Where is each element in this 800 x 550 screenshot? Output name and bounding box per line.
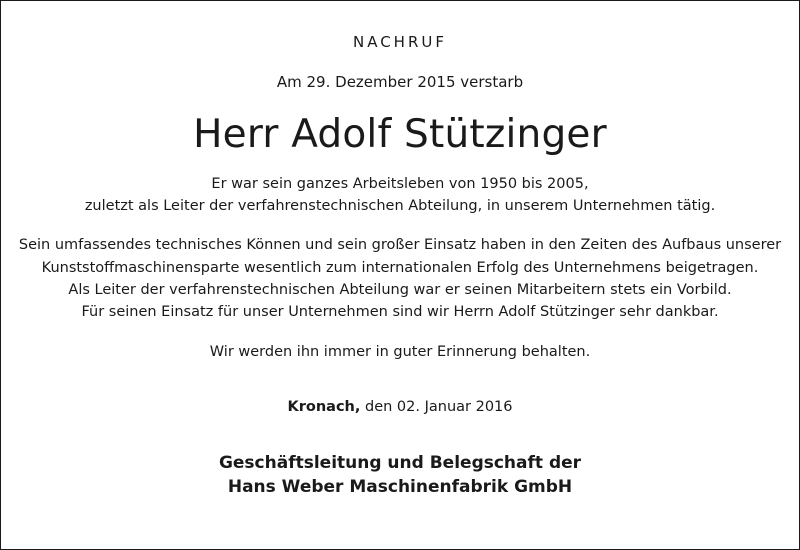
- paragraph-2-line-3: Als Leiter der verfahrenstechnischen Abteilung war er seinen Mitarbeitern stets ein Vorbild.: [68, 282, 732, 298]
- place: Kronach,: [287, 399, 361, 415]
- deceased-name: Herr Adolf Stützinger: [193, 112, 607, 157]
- date: den 02. Januar 2016: [360, 399, 513, 415]
- paragraph-1-line-2: zuletzt als Leiter der verfahrenstechnischen Abteilung, in unserem Unternehmen tätig.: [84, 198, 716, 214]
- intro-line: Am 29. Dezember 2015 verstarb: [276, 73, 524, 91]
- paragraph-2-line-4: Für seinen Einsatz für unser Unternehmen sind wir Herrn Adolf Stützinger sehr dankbar.: [81, 304, 719, 320]
- paragraph-2-line-1: Sein umfassendes technisches Können und sein großer Einsatz haben in den Zeiten des Aufbaus unserer: [18, 237, 782, 253]
- paragraph-1-line-1: Er war sein ganzes Arbeitsleben von 1950 bis 2005,: [211, 176, 589, 192]
- closing-line: Wir werden ihn immer in guter Erinnerung behalten.: [209, 344, 591, 360]
- place-and-date: [1, 400, 799, 415]
- signature-line-1: Geschäftsleitung und Belegschaft der: [218, 453, 582, 473]
- notice-heading: NACHRUF: [352, 33, 447, 51]
- signature-line-2: Hans Weber Maschinenfabrik GmbH: [227, 477, 573, 497]
- paragraph-2-line-2: Kunststoffmaschinensparte wesentlich zum internationalen Erfolg des Unternehmens beigetragen.: [41, 260, 759, 276]
